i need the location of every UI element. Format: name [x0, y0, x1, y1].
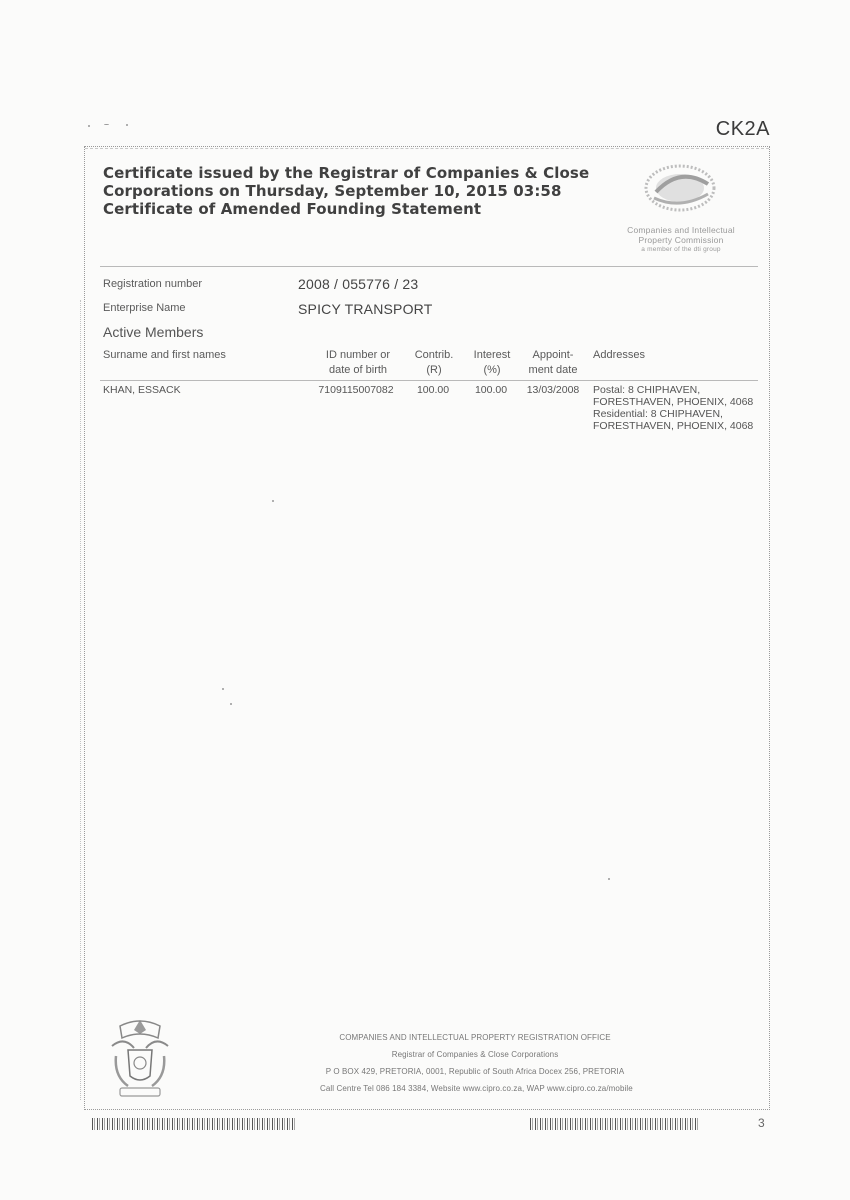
logo-text-line: Property Commission: [638, 235, 724, 245]
column-header-contribution: Contrib. (R): [414, 349, 454, 376]
address-line: FORESTHAVEN, PHOENIX, 4068: [593, 396, 754, 408]
member-addresses: [593, 384, 753, 432]
header-divider: [100, 266, 758, 267]
barcode-right: [530, 1118, 700, 1130]
footer-office-details: [320, 1033, 633, 1093]
certificate-frame: [84, 146, 770, 1110]
column-header-interest: Interest (%): [473, 349, 511, 376]
address-line: FORESTHAVEN, PHOENIX, 4068: [593, 420, 754, 432]
active-members-heading: Active Members: [103, 324, 204, 340]
column-header-addresses: Addresses: [593, 349, 645, 361]
title-line: Certificate of Amended Founding Statement: [103, 200, 482, 218]
title-line: Certificate issued by the Registrar of Companies & Close: [103, 164, 590, 182]
scan-speck: [88, 125, 90, 127]
member-contribution: 100.00: [416, 384, 450, 396]
cipro-logo: [616, 158, 746, 263]
scan-speck: [126, 124, 128, 126]
coat-of-arms-icon: [104, 1016, 176, 1100]
member-name: KHAN, ESSACK: [103, 384, 181, 396]
member-interest: 100.00: [474, 384, 508, 396]
logo-text-line: Companies and Intellectual: [627, 225, 735, 235]
registration-number: 2008 / 055776 / 23: [298, 276, 419, 292]
title-line: Corporations on Thursday, September 10, 2015 03:58: [103, 182, 562, 200]
coat-of-arms: [104, 1016, 176, 1100]
form-code: CK2A: [715, 118, 770, 140]
column-header-name: Surname and first names: [103, 349, 226, 361]
footer-line: Registrar of Companies & Close Corporations: [391, 1050, 559, 1059]
scan-speck: [104, 124, 109, 125]
table-header-divider: [100, 380, 758, 381]
enterprise-name: SPICY TRANSPORT: [298, 301, 433, 317]
page-number: 3: [758, 1116, 765, 1130]
column-header-appointment: Appoint- ment date: [528, 349, 578, 376]
table-row: [0, 384, 850, 444]
address-line: Postal: 8 CHIPHAVEN,: [593, 384, 701, 396]
footer-line: COMPANIES AND INTELLECTUAL PROPERTY REGISTRATION OFFICE: [339, 1033, 611, 1042]
barcode-left: [92, 1118, 296, 1130]
registration-label: Registration number: [103, 278, 203, 290]
footer-line: P O BOX 429, PRETORIA, 0001, Republic of South Africa Docex 256, PRETORIA: [325, 1067, 625, 1076]
address-line: Residential: 8 CHIPHAVEN,: [593, 408, 723, 420]
member-id-number: 7109115007082: [318, 384, 394, 396]
logo-text-line: a member of the dti group: [641, 246, 721, 253]
enterprise-label: Enterprise Name: [103, 302, 186, 314]
column-header-id: ID number or date of birth: [325, 349, 391, 376]
certificate-title: [103, 164, 593, 218]
footer-line: Call Centre Tel 086 184 3384, Website www.cipro.co.za, WAP www.cipro.co.za/mobile: [320, 1084, 633, 1093]
member-appointment-date: 13/03/2008: [526, 384, 580, 396]
cipro-emblem-icon: [616, 158, 746, 220]
